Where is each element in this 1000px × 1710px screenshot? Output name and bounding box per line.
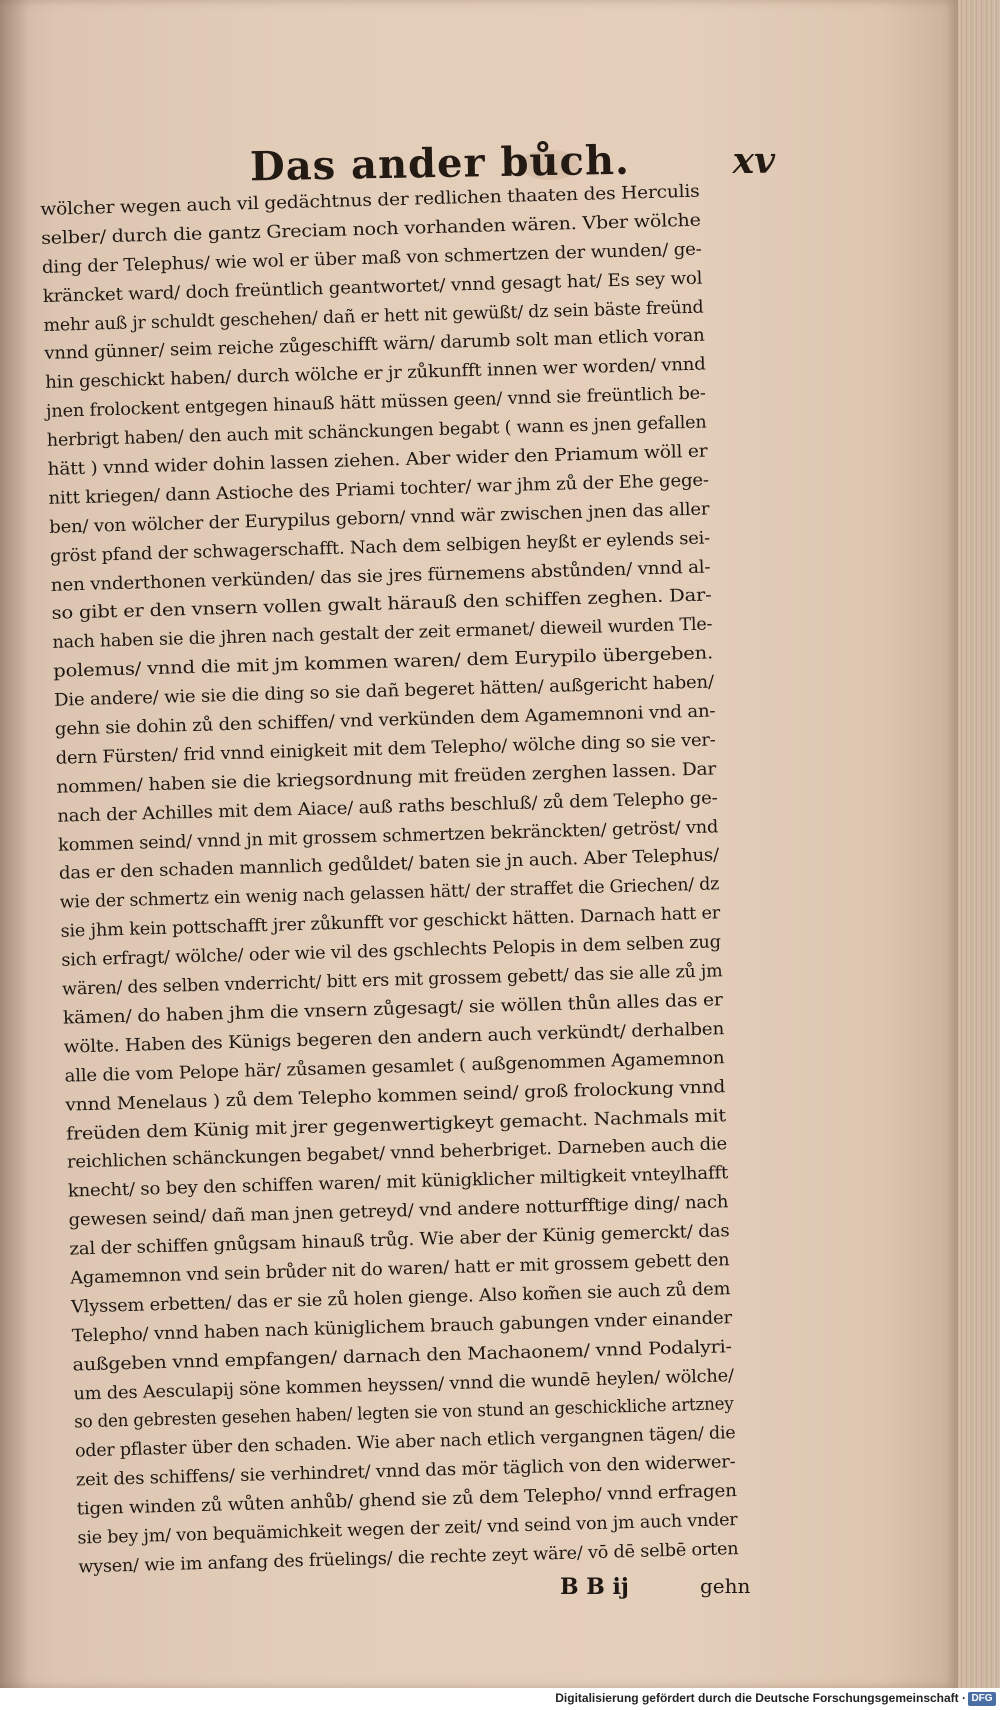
text-line: das er den schaden mannlich gedůldet/ baten sie jn auch. Aber Telephus/ xyxy=(58,845,720,885)
gutter-shadow xyxy=(0,0,30,1688)
text-line: dern Fürsten/ frid vnnd einigkeit mit dem Telepho/ wölche ding so sie ver- xyxy=(55,730,716,769)
text-line: mehr auß jr schuldt geschehen/ dañ er hett nit gewüßt/ dz sein bäste freünd xyxy=(43,297,704,336)
text-line: wie der schmertz ein wenig nach gelassen hätt/ der straffet die Griechen/ dz xyxy=(59,874,720,914)
text-line: nommen/ haben sie die kriegsordnung mit freüden zerghen lassen. Dar xyxy=(56,759,717,798)
text-line: Vlyssem erbetten/ das er sie zů holen gienge. Also kom̃en sie auch zů dem xyxy=(70,1279,731,1318)
text-line: freüden dem Künig mit jrer gegenwertigkeyt gemacht. Nachmals mit xyxy=(65,1105,727,1145)
catchword: gehn xyxy=(700,1574,751,1598)
text-line: kämen/ do haben jhm die vnsern zůgesagt/ sie wöllen thůn alles das er xyxy=(62,990,723,1029)
signature-mark: B B ij xyxy=(560,1574,629,1600)
text-line: polemus/ vnnd die mit jm kommen waren/ dem Eurypilo übergeben. xyxy=(53,643,714,683)
text-line: sie bey jm/ von bequämichkeit wegen der zeit/ vnd seind von jm auch vnder xyxy=(77,1510,738,1549)
text-line: wölcher wegen auch vil gedächtnus der redlichen thaaten des Herculis xyxy=(40,181,700,220)
text-line: nach der Achilles mit dem Aiace/ auß raths beschluß/ zů dem Telepho ge- xyxy=(57,788,718,827)
text-line: nitt kriegen/ dann Astioche des Priami tochter/ war jhm zů der Ehe gege- xyxy=(48,470,710,509)
text-line: zal der schiffen gnůgsam hinauß trůg. Wie aber der Künig gemerckt/ das xyxy=(69,1221,730,1260)
text-line: außgeben vnnd empfangen/ darnach den Machaonem/ vnnd Podalyri- xyxy=(72,1336,732,1376)
text-line: gewesen seind/ dañ man jnen getreyd/ vnd andere notturfftige ding/ nach xyxy=(68,1192,729,1231)
text-line: reichlichen schänckungen begabet/ vnnd beherbriget. Darneben auch die xyxy=(66,1134,728,1174)
text-line: so den gebresten gesehen haben/ legten sie von stund an geschickliche artzney xyxy=(73,1394,734,1433)
text-line: vnnd günner/ seim reiche zůgeschifft wärn/ darumb solt man etlich voran xyxy=(44,325,705,365)
text-line: hin geschickt haben/ durch wölche er jr zůkunfft innen wer worden/ vnnd xyxy=(44,354,706,394)
footer-credit: Digitalisierung gefördert durch die Deutsche Forschungsgemeinschaft · xyxy=(555,1691,966,1705)
text-line: wysen/ wie im anfang des früelings/ die rechte zeyt wäre/ vō dē selbē orten xyxy=(78,1538,739,1578)
text-line: wölte. Haben des Künigs begeren den andern auch verkündt/ derhalben xyxy=(63,1019,725,1058)
text-line: so gibt er den vnsern vollen gwalt härauß den schiffen zeghen. Dar- xyxy=(51,585,712,625)
text-line: nen vnderthonen verkünden/ das sie jres fürnemens abstůnden/ vnnd al- xyxy=(50,557,711,596)
text-line: nach haben sie die jhren nach gestalt der zeit ermanet/ dieweil wurden Tle- xyxy=(52,614,713,654)
running-title: Das ander bůch. xyxy=(249,136,631,191)
text-line: zeit des schiffens/ sie verhindret/ vnnd das mör täglich von den widerwer- xyxy=(75,1452,736,1491)
digitization-footer xyxy=(0,1688,1000,1710)
page-edge xyxy=(958,0,1000,1688)
text-line: vnnd Menelaus ) zů dem Telepho kommen seind/ groß frolockung vnnd xyxy=(65,1076,726,1116)
text-line: kommen seind/ vnnd jn mit grossem schmertzen bekränckten/ getröst/ vnd xyxy=(57,816,719,856)
text-line: tigen winden zů wůten anhůb/ ghend sie zů dem Telepho/ vnnd erfragen xyxy=(76,1481,738,1520)
text-line: Die andere/ wie sie die ding so sie dañ begeret hätten/ außgericht haben/ xyxy=(53,672,715,711)
dfg-logo: DFG xyxy=(968,1692,996,1706)
text-line: ding der Telephus/ wie wol er über maß von schmertzen der wunden/ ge- xyxy=(41,239,702,278)
text-line: hätt ) vnnd wider dohin lassen ziehen. Aber wider den Priamum wöll er xyxy=(47,441,708,480)
body-text xyxy=(40,176,778,1582)
text-line: alle die vom Pelope här/ zůsamen gesamlet ( außgenommen Agamemnon xyxy=(64,1047,725,1087)
text-line: gehn sie dohin zů den schiffen/ vnd verkünden dem Agamemnoni vnd an- xyxy=(54,701,716,740)
text-line: Telepho/ vnnd haben nach küniglichem brauch gabungen vnder einander xyxy=(71,1307,733,1347)
folio-number: xv xyxy=(732,140,775,182)
text-line: wären/ des selben vnderricht/ bitt ers mit grossem gebett/ das sie alle zů jm xyxy=(61,961,723,1000)
text-line: Agamemnon vnd sein brůder nit do waren/ hatt er mit grossem gebett den xyxy=(69,1250,730,1289)
text-line: gröst pfand der schwagerschafft. Nach dem selbigen heyßt er eylends sei- xyxy=(49,528,711,567)
text-line: jnen frolockent entgegen hinauß hätt müssen geen/ vnnd sie freüntlich be- xyxy=(45,383,707,423)
text-line: oder pflaster über den schaden. Wie aber nach etlich vergangnen tägen/ die xyxy=(74,1423,736,1462)
text-line: herbrigt haben/ den auch mit schänckungen begabt ( wann es jnen gefallen xyxy=(46,412,707,452)
text-line: sie jhm kein pottschafft jrer zůkunfft vor geschickt hätten. Darnach hatt er xyxy=(60,903,721,942)
text-line: selber/ durch die gantz Greciam noch vorhanden wären. Vber wölche xyxy=(40,210,701,249)
text-line: sich erfragt/ wölche/ oder wie vil des gschlechts Pelopis in dem selben zug xyxy=(61,932,722,971)
text-line: kräncket ward/ doch freüntlich geantwortet/ vnnd gesagt hat/ Es sey wol xyxy=(42,268,703,307)
text-line: um des Aesculapij söne kommen heyssen/ vnnd die wundē heylen/ wölche/ xyxy=(73,1365,735,1405)
text-line: ben/ von wölcher der Eurypilus geborn/ vnnd wär zwischen jnen das aller xyxy=(48,499,710,538)
text-line: knecht/ so bey den schiffen waren/ mit künigklicher miltigkeit vnteylhafft xyxy=(67,1163,729,1202)
